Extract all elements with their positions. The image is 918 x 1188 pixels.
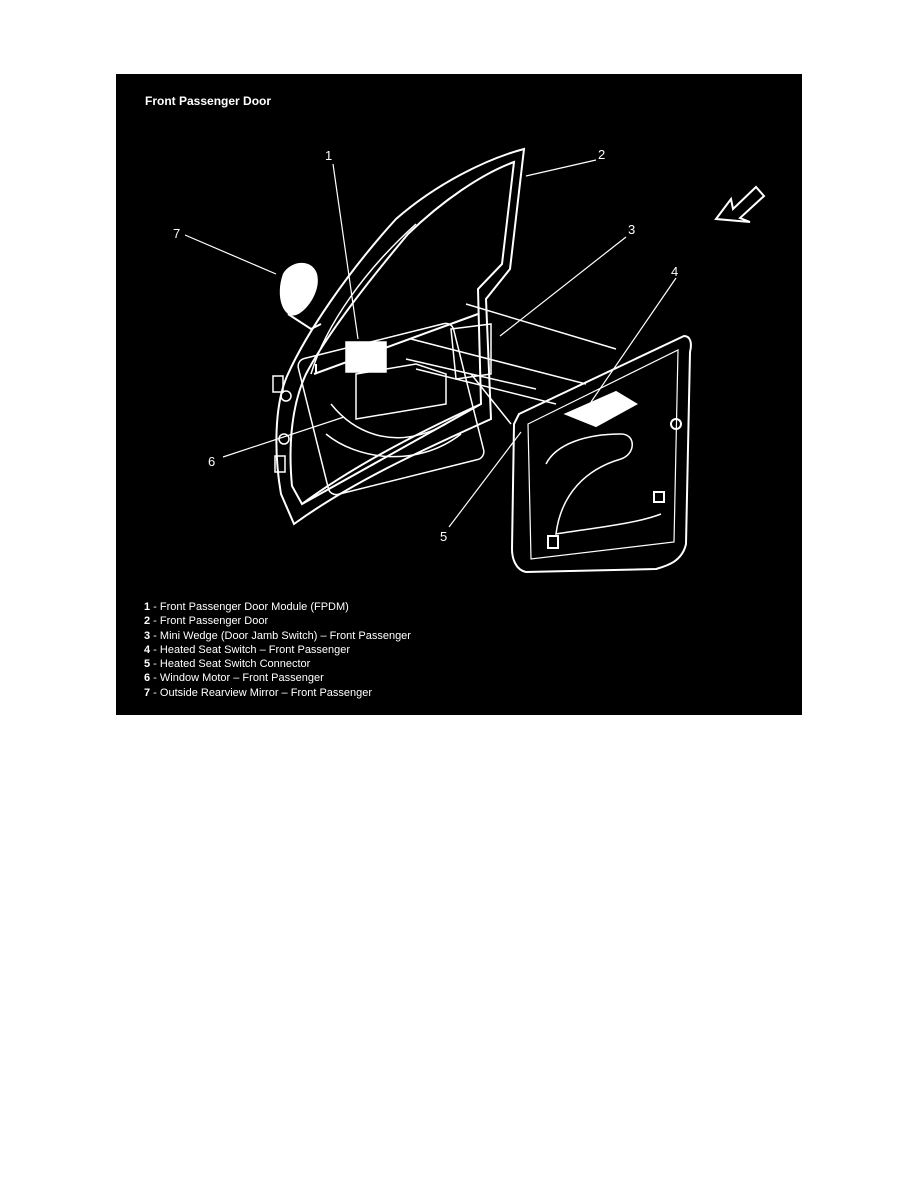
legend-item: 4 - Heated Seat Switch – Front Passenger	[144, 643, 351, 656]
callout-2: 2	[598, 147, 606, 162]
legend-item: 3 - Mini Wedge (Door Jamb Switch) – Front Passenger	[144, 629, 411, 642]
callout-1: 1	[325, 148, 333, 163]
callout-4: 4	[671, 264, 679, 279]
legend-item: 2 - Front Passenger Door	[144, 615, 269, 628]
diagram-figure	[116, 74, 802, 715]
legend-item: 5 - Heated Seat Switch Connector	[144, 658, 311, 671]
legend-item: 7 - Outside Rearview Mirror – Front Passenger	[144, 686, 373, 699]
front-passenger-door	[276, 149, 524, 524]
outside-rearview-mirror	[281, 264, 321, 329]
callout-3: 3	[628, 222, 636, 237]
callout-legend	[144, 600, 411, 700]
direction-arrow-icon	[716, 187, 764, 222]
callout-5: 5	[440, 529, 448, 544]
legend-item: 1 - Front Passenger Door Module (FPDM)	[144, 601, 349, 613]
legend-item: 6 - Window Motor – Front Passenger	[144, 672, 324, 685]
figure-title: Front Passenger Door	[145, 94, 272, 108]
callout-6: 6	[208, 454, 216, 469]
callout-7: 7	[173, 226, 181, 241]
